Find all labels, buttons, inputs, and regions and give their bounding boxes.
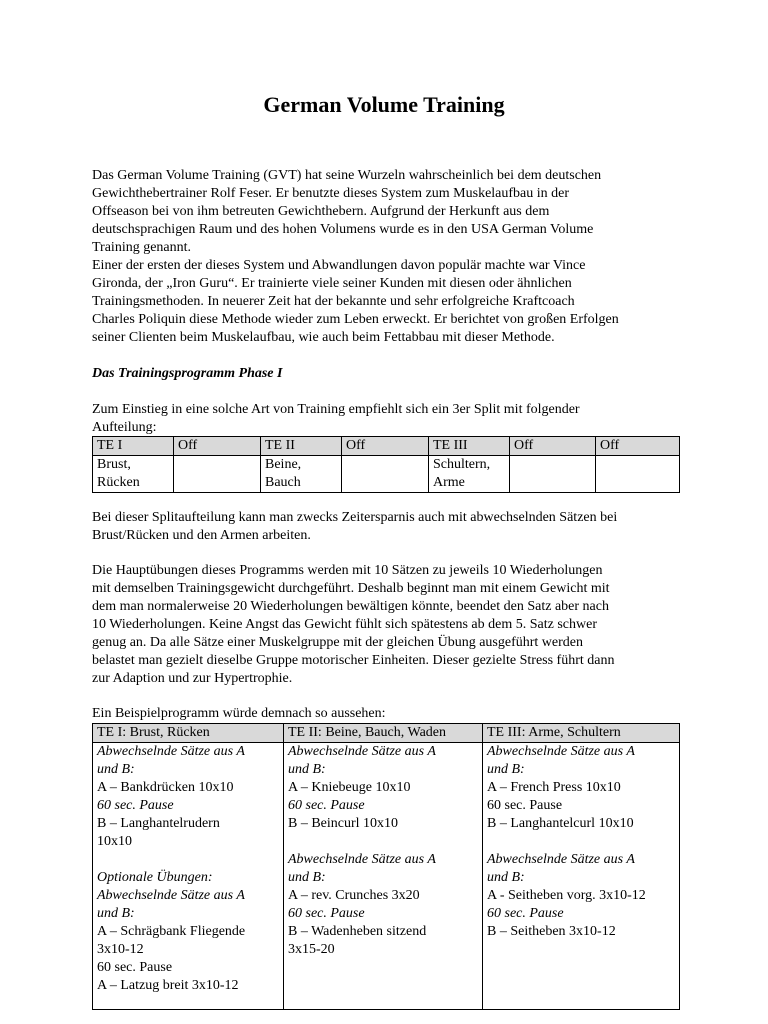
section-heading: Das Trainingsprogramm Phase I xyxy=(92,366,283,381)
cell-line: A – French Press 10x10 xyxy=(487,780,621,795)
table-cell xyxy=(261,456,342,493)
table-header-cell: TE I xyxy=(93,437,174,456)
cell-line: und B: xyxy=(97,762,135,777)
cell-line: 60 sec. Pause xyxy=(97,798,174,813)
main-paragraph xyxy=(92,562,682,688)
cell-line: 60 sec. Pause xyxy=(487,906,564,921)
cell-line: A - Seitheben vorg. 3x10-12 xyxy=(487,888,646,903)
cell-line xyxy=(487,833,675,851)
example-table-header-row xyxy=(93,724,680,743)
table-cell-te1 xyxy=(93,743,284,1010)
cell-line: 60 sec. Pause xyxy=(288,798,365,813)
text-line: belastet man gezielt dieselbe Gruppe motorischer Einheiten. Dieser gezielte Stress führt dann xyxy=(92,653,615,668)
cell-line: B – Beincurl 10x10 xyxy=(288,816,399,831)
split-paragraph xyxy=(92,509,682,545)
table-header-cell: TE II: Beine, Bauch, Waden xyxy=(284,724,483,743)
example-table-row xyxy=(93,743,680,1010)
text-line: Bei dieser Splitaufteilung kann man zwecks Zeitersparnis auch mit abwechselnden Sätzen bei xyxy=(92,510,618,525)
text-line: Das German Volume Training (GVT) hat seine Wurzeln wahrscheinlich bei dem deutschen xyxy=(92,168,602,183)
text-line: mit demselben Trainingsgewicht durchgeführt. Deshalb beginnt man mit einem Gewicht mit xyxy=(92,581,610,596)
cell-line xyxy=(97,851,279,869)
cell-line: B – Langhantelcurl 10x10 xyxy=(487,816,634,831)
cell-line: 10x10 xyxy=(97,834,132,849)
document-title: German Volume Training xyxy=(263,92,505,117)
cell-line: 60 sec. Pause xyxy=(487,798,563,813)
example-intro: Ein Beispielprogramm würde demnach so aussehen: xyxy=(92,706,386,721)
cell-line: A – Bankdrücken 10x10 xyxy=(97,780,234,795)
cell-line: A – Kniebeuge 10x10 xyxy=(288,780,411,795)
text-line: dem man normalerweise 20 Wiederholungen bewältigen könnte, beendet den Satz aber nach xyxy=(92,599,609,614)
text-line: Charles Poliquin diese Methode wieder zum Leben erweckt. Er berichtet von großen Erfolgen xyxy=(92,312,619,327)
cell-line: A – Latzug breit 3x10-12 xyxy=(97,978,239,993)
table-header-cell: TE II xyxy=(261,437,342,456)
text-line: seiner Clienten beim Muskelaufbau, wie auch beim Fettabbau mit dieser Methode. xyxy=(92,330,555,345)
text-line: Offseason bei von ihm betreuten Gewichthebern. Aufgrund der Herkunft aus dem xyxy=(92,204,550,219)
split-table xyxy=(92,436,680,493)
cell-line: und B: xyxy=(97,906,135,921)
cell-line: Abwechselnde Sätze aus A xyxy=(97,888,245,903)
cell-line: Bauch xyxy=(265,475,301,490)
cell-line: 3x15-20 xyxy=(288,942,335,957)
split-table-row xyxy=(93,456,680,493)
table-cell xyxy=(93,456,174,493)
cell-line: Rücken xyxy=(97,475,140,490)
table-header-cell: TE I: Brust, Rücken xyxy=(93,724,284,743)
table-cell-te2 xyxy=(284,743,483,1010)
cell-line: Abwechselnde Sätze aus A xyxy=(487,852,635,867)
cell-line: A – Schrägbank Fliegende xyxy=(97,924,246,939)
table-header-cell: TE III xyxy=(429,437,510,456)
text-line: Brust/Rücken und den Armen arbeiten. xyxy=(92,528,311,543)
table-cell xyxy=(174,456,261,493)
cell-line: B – Langhantelrudern xyxy=(97,816,220,831)
cell-line: 60 sec. Pause xyxy=(97,960,173,975)
cell-line: Abwechselnde Sätze aus A xyxy=(288,744,436,759)
text-line: Zum Einstieg in eine solche Art von Training empfiehlt sich ein 3er Split mit folgender xyxy=(92,402,580,417)
text-line: Aufteilung: xyxy=(92,420,157,435)
cell-line: und B: xyxy=(487,762,525,777)
text-line: Die Hauptübungen dieses Programms werden mit 10 Sätzen zu jeweils 10 Wiederholungen xyxy=(92,563,603,578)
cell-line: Abwechselnde Sätze aus A xyxy=(288,852,436,867)
table-cell xyxy=(429,456,510,493)
text-line: Gewichthebertrainer Rolf Feser. Er benutzte dieses System zum Muskelaufbau in der xyxy=(92,186,570,201)
cell-line: und B: xyxy=(288,870,326,885)
table-header-cell: Off xyxy=(174,437,261,456)
text-line: Trainingsmethoden. In neuerer Zeit hat der bekannte und sehr erfolgreiche Kraftcoach xyxy=(92,294,575,309)
cell-line: Schultern, xyxy=(433,457,491,472)
intro-paragraph xyxy=(92,167,682,347)
cell-line: Brust, xyxy=(97,457,131,472)
cell-line: Abwechselnde Sätze aus A xyxy=(97,744,245,759)
table-cell xyxy=(342,456,429,493)
text-line: Einer der ersten der dieses System und Abwandlungen davon populär machte war Vince xyxy=(92,258,586,273)
table-header-cell: Off xyxy=(596,437,680,456)
cell-line: Optionale Übungen: xyxy=(97,870,213,885)
text-line: genug an. Da alle Sätze einer Muskelgruppe mit der gleichen Übung ausgeführt werden xyxy=(92,635,583,650)
table-cell xyxy=(510,456,596,493)
table-header-cell: Off xyxy=(342,437,429,456)
cell-line: Beine, xyxy=(265,457,302,472)
table-cell xyxy=(596,456,680,493)
table-cell-te3 xyxy=(483,743,680,1010)
cell-line: und B: xyxy=(487,870,525,885)
cell-line: B – Seitheben 3x10-12 xyxy=(487,924,616,939)
text-line: Gironda, der „Iron Guru“. Er trainierte viele seiner Kunden mit diesen oder ähnlichen xyxy=(92,276,572,291)
table-header-cell: TE III: Arme, Schultern xyxy=(483,724,680,743)
cell-line: A – rev. Crunches 3x20 xyxy=(288,888,420,903)
text-line: zur Adaption und zur Hypertrophie. xyxy=(92,671,293,686)
cell-line: 60 sec. Pause xyxy=(288,906,365,921)
cell-line: 3x10-12 xyxy=(97,942,144,957)
cell-line: und B: xyxy=(288,762,326,777)
table-header-cell: Off xyxy=(510,437,596,456)
cell-line: B – Wadenheben sitzend xyxy=(288,924,427,939)
text-line: deutschsprachigen Raum und des hohen Volumens wurde es in den USA German Volume xyxy=(92,222,594,237)
split-table-header-row xyxy=(93,437,680,456)
text-line: Training genannt. xyxy=(92,240,192,255)
cell-line: Abwechselnde Sätze aus A xyxy=(487,744,635,759)
split-intro-paragraph xyxy=(92,401,682,437)
example-table xyxy=(92,723,680,1010)
cell-line: Arme xyxy=(433,475,465,490)
cell-line xyxy=(288,833,478,851)
text-line: 10 Wiederholungen. Keine Angst das Gewicht fühlt sich spätestens ab dem 5. Satz schwer xyxy=(92,617,598,632)
